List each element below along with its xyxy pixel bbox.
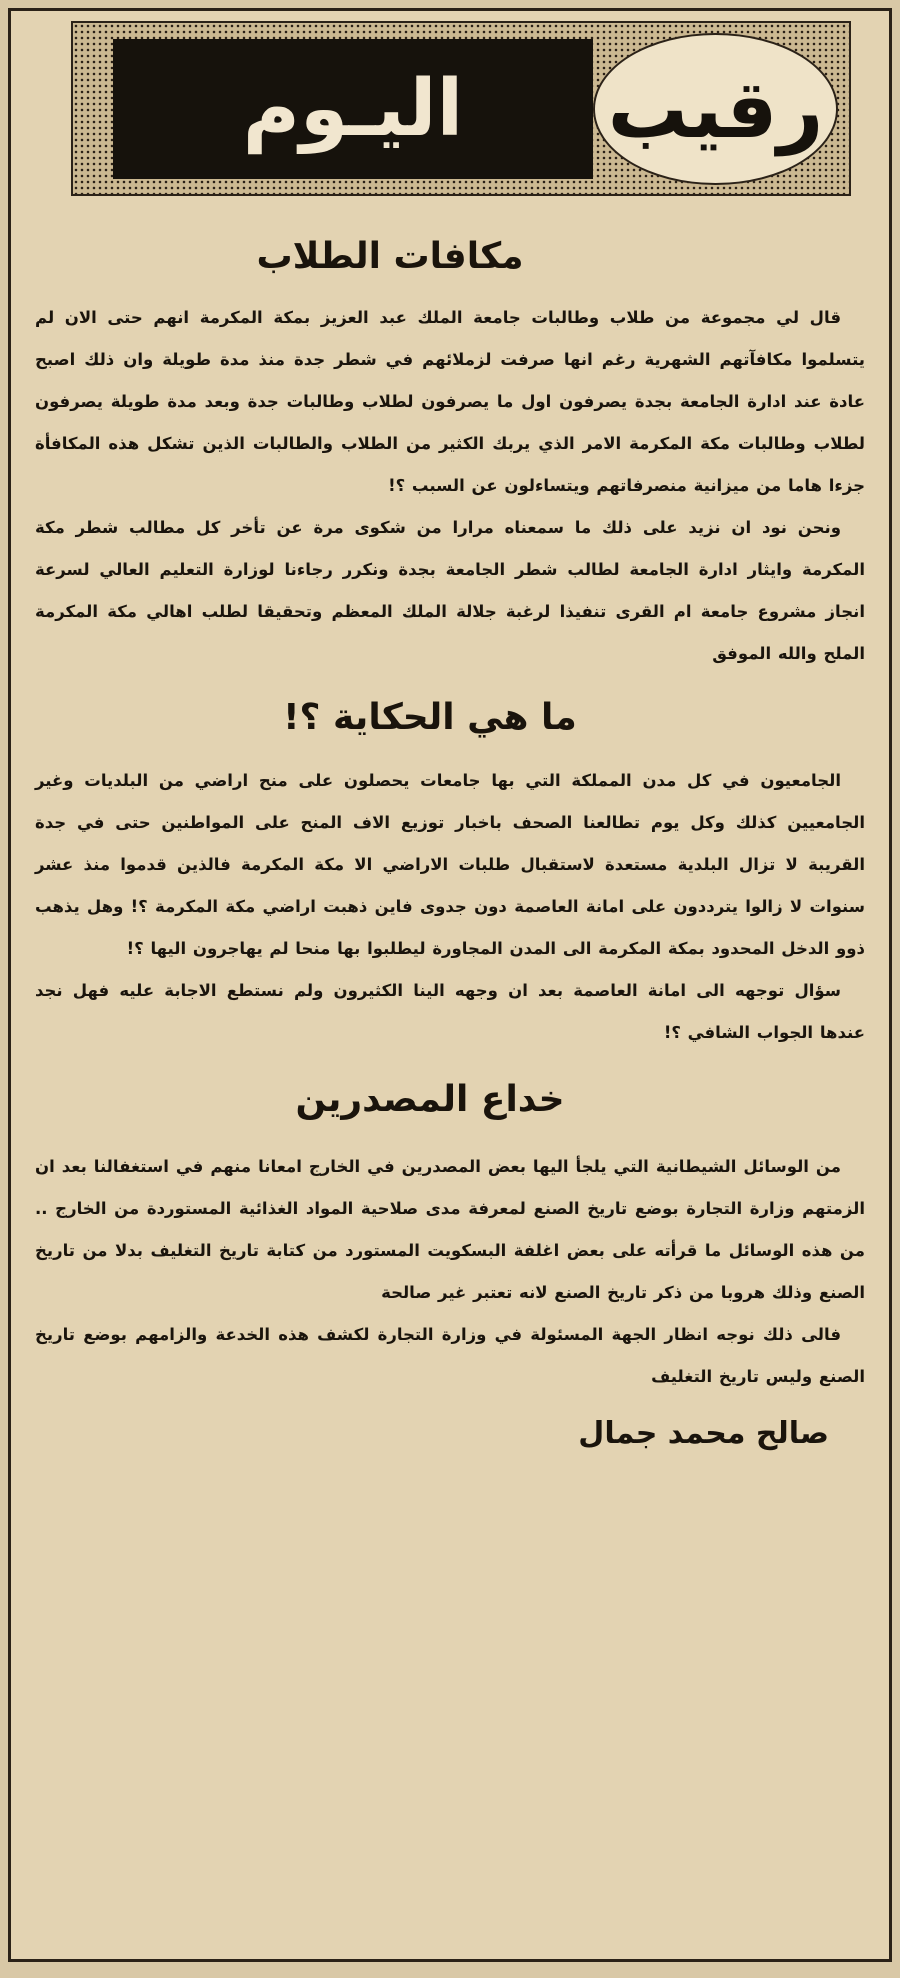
masthead-word-watcher: رقيب <box>593 33 838 185</box>
paragraph: قال لي مجموعة من طلاب وطالبات جامعة الملك عبد العزيز بمكة المكرمة انهم حتى الان لم يتسلموا مكافآتهم الشهرية رغم انها صرفت لزملائهم في شطر جدة منذ مدة طويلة وان ذلك اصبح عادة عند ادارة الجامعة بجدة يصرفون اول ما يصرفون لطلاب وطالبات جدة وبعد مدة طويلة يصرفون لطلاب وطالبات مكة المكرمة الامر الذي يربك الكثير من الطلاب والطالبات الذين تشكل هذه المكافأة جزءا هاما من ميزانية منصرفاتهم ويتساءلون عن السبب ؟! <box>35 308 865 495</box>
paragraph: ونحن نود ان نزيد على ذلك ما سمعناه مرارا من شكوى مرة عن تأخر كل مطالب شطر مكة المكرمة وايثار ادارة الجامعة لطالب شطر الجامعة بجدة ونكرر رجاءنا لوزارة التعليم العالي لسرعة انجاز مشروع جامعة ام القرى تنفيذا لرغبة جلالة الملك المعظم وتحقيقا لطلب اهالي مكة المكرمة الملح والله الموفق <box>35 518 865 663</box>
section-heading-exporters-deception: خداع المصدرين <box>295 1079 565 1120</box>
paragraph: من الوسائل الشيطانية التي يلجأ اليها بعض المصدرين في الخارج امعانا منهم في استغفالنا بعد ان الزمتهم وزارة التجارة بوضع تاريخ الصنع لمعرفة مدى صلاحية المواد الغذائية المستوردة من الخارج .. من هذه الوسائل ما قرأته على بعض اغلفة البسكويت المستورد من كتابة تاريخ التغليف بدلا من تاريخ الصنع وذلك هروبا من ذكر تاريخ الصنع لانه تعتبر غير صالحة <box>35 1157 865 1302</box>
column-content <box>35 217 865 1451</box>
section-heading-what-is-the-story: ما هي الحكاية ؟! <box>283 697 577 738</box>
masthead <box>71 21 851 196</box>
paragraph: الجامعيون في كل مدن المملكة التي بها جامعات يحصلون على منح اراضي من البلديات وغير الجامعيين كذلك وكل يوم تطالعنا الصحف باخبار توزيع الاف المنح على المواطنين حتى في جدة القريبة لا تزال البلدية مستعدة لاستقبال طلبات الاراضي الا مكة المكرمة فالذين قدموا منذ عشر سنوات لا زالوا يترددون على امانة العاصمة دون جدوى فاين ذهبت اراضي مكة المكرمة ؟! وهل يذهب ذوو الدخل المحدود بمكة المكرمة الى المدن المجاورة ليطلبوا بها منحا لم يهاجرون اليها ؟! <box>35 771 865 958</box>
paragraph: سؤال توجهه الى امانة العاصمة بعد ان وجهه الينا الكثيرون ولم نستطع الاجابة عليه فهل نجد عندها الجواب الشافي ؟! <box>35 981 865 1042</box>
paragraph: فالى ذلك نوجه انظار الجهة المسئولة في وزارة التجارة لكشف هذه الخدعة والزامهم بوضع تاريخ الصنع وليس تاريخ التغليف <box>35 1325 865 1386</box>
newspaper-column <box>8 8 892 1962</box>
author-signature: صالح محمد جمال <box>578 1416 829 1451</box>
masthead-word-today: اليـوم <box>242 64 464 154</box>
section-heading-student-rewards: مكافات الطلاب <box>256 236 524 277</box>
